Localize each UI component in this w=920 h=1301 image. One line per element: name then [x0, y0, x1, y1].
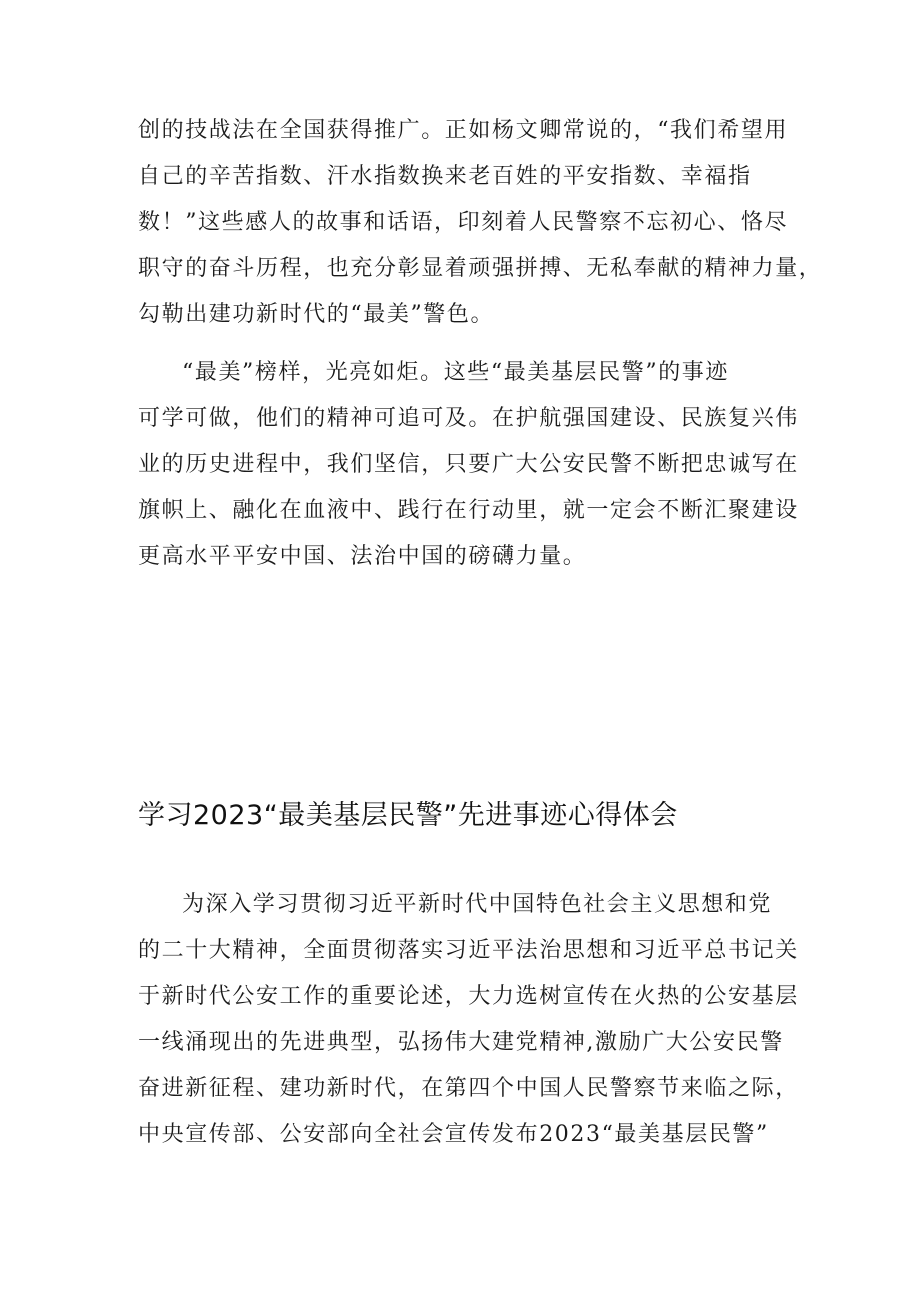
text-line: 旗帜上、融化在血液中、践行在行动里，就一定会不断汇聚建设 [138, 498, 799, 523]
text-line: “最美”榜样，光亮如炬。这些“最美基层民警”的事迹 [182, 360, 729, 385]
text-line: 的二十大精神，全面贯彻落实习近平法治思想和习近平总书记关 [138, 938, 799, 963]
text-line: 更高水平平安中国、法治中国的磅礴力量。 [138, 544, 587, 569]
paragraph-continuation [138, 108, 823, 338]
text-line: 为深入学习贯彻习近平新时代中国特色社会主义思想和党 [182, 892, 773, 917]
text-line: 数！”这些感人的故事和话语，印刻着人民警察不忘初心、恪尽 [138, 210, 789, 235]
section-heading: 学习2023“最美基层民警”先进事迹心得体会 [138, 800, 678, 831]
paragraph-role-models [138, 350, 799, 580]
text-line: 创的技战法在全国获得推广。正如杨文卿常说的，“我们希望用 [138, 118, 789, 143]
text-line: 于新时代公安工作的重要论述，大力选树宣传在火热的公安基层 [138, 984, 799, 1009]
text-line: 中央宣传部、公安部向全社会宣传发布2023“最美基层民警” [138, 1122, 769, 1147]
text-line: 职守的奋斗历程，也充分彰显着顽强拼搏、无私奉献的精神力量， [138, 256, 823, 281]
text-line: 可学可做，他们的精神可追可及。在护航强国建设、民族复兴伟 [138, 406, 799, 431]
text-line: 勾勒出建功新时代的“最美”警色。 [138, 302, 495, 327]
paragraph-intro [138, 882, 799, 1158]
text-line: 自己的辛苦指数、汗水指数换来老百姓的平安指数、幸福指 [138, 164, 752, 189]
text-line: 业的历史进程中，我们坚信，只要广大公安民警不断把忠诚写在 [138, 452, 799, 477]
text-line: 奋进新征程、建功新时代，在第四个中国人民警察节来临之际， [138, 1076, 799, 1101]
text-line: 一线涌现出的先进典型，弘扬伟大建党精神,激励广大公安民警 [138, 1030, 784, 1055]
